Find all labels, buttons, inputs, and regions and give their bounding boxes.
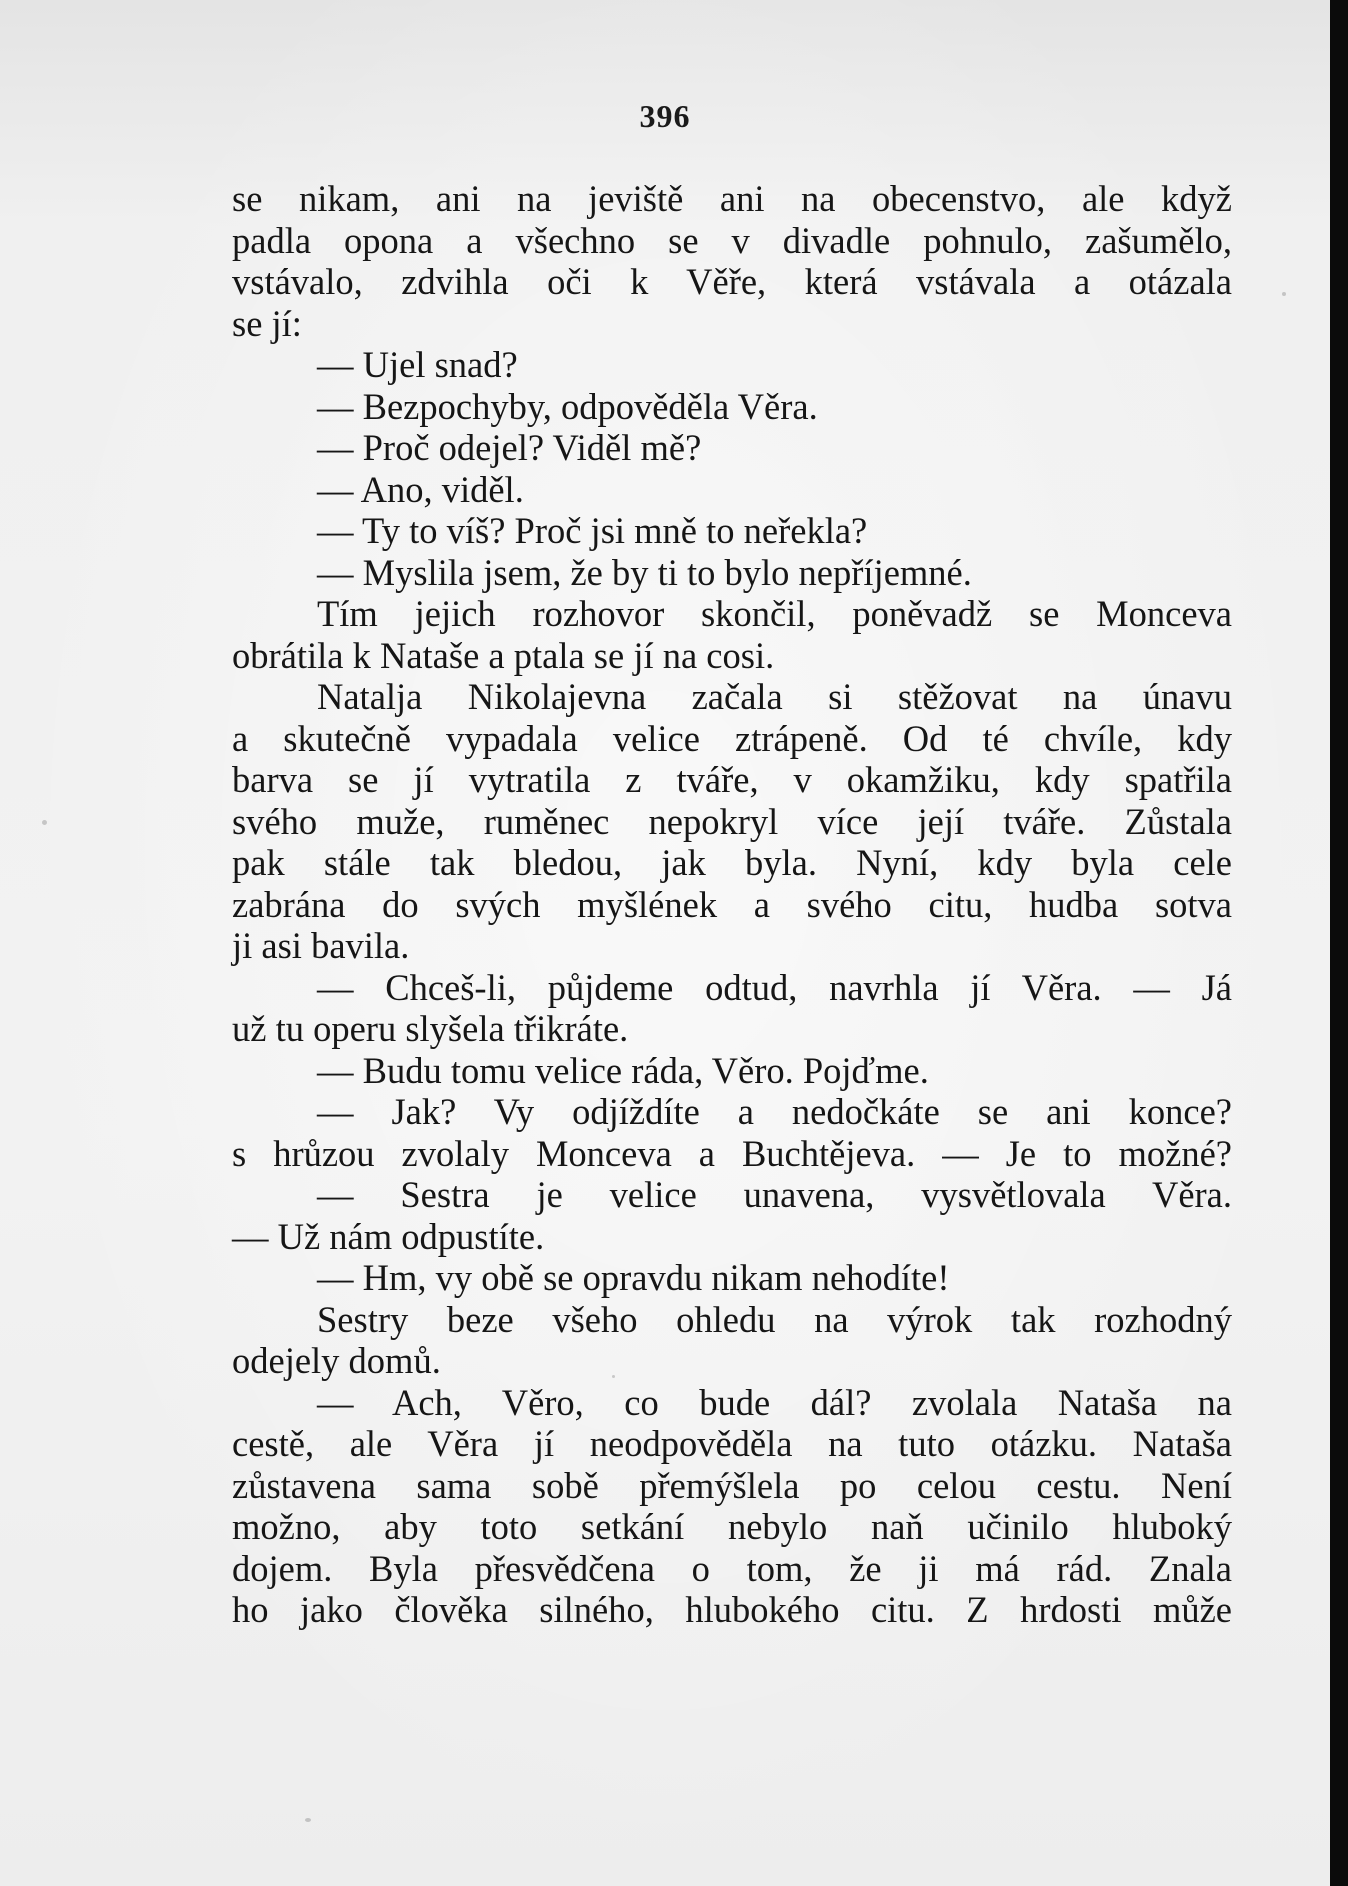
speck bbox=[612, 1375, 615, 1378]
text-line: — Už nám odpustíte. bbox=[232, 1215, 545, 1257]
text-line: — Proč odejel? Viděl mě? bbox=[317, 427, 702, 468]
body-text bbox=[232, 178, 1232, 1631]
text-line: vstávalo, zdvihla oči k Věře, která vstávala a otázala bbox=[232, 261, 1232, 302]
text-line: dojem. Byla přesvědčena o tom, že ji má rád. Znala bbox=[232, 1547, 1232, 1589]
text-line: — Bezpochyby, odpověděla Věra. bbox=[317, 385, 818, 427]
text-line: ho jako člověka silného, hlubokého citu. Z hrdosti může bbox=[232, 1589, 1232, 1630]
text-line: zabrána do svých myšlének a svého citu, hudba sotva bbox=[232, 883, 1232, 925]
text-line: — Chceš-li, půjdeme odtud, navrhla jí Věra. — Já bbox=[317, 966, 1232, 1008]
text-line: — Sestra je velice unavena, vysvětlovala Věra. bbox=[317, 1174, 1232, 1215]
speck bbox=[1282, 292, 1286, 296]
text-line: zůstavena sama sobě přemýšlela po celou cestu. Není bbox=[232, 1464, 1232, 1506]
text-line: barva se jí vytratila z tváře, v okamžiku, kdy spatřila bbox=[232, 759, 1232, 800]
text-line: svého muže, ruměnec nepokryl více její tváře. Zůstala bbox=[232, 800, 1232, 842]
text-line: možno, aby toto setkání nebylo naň učinilo hluboký bbox=[232, 1506, 1232, 1547]
page-number: 396 bbox=[639, 98, 691, 134]
text-line: cestě, ale Věra jí neodpověděla na tuto otázku. Nataša bbox=[232, 1423, 1232, 1464]
text-line: — Ach, Věro, co bude dál? zvolala Nataša na bbox=[317, 1381, 1232, 1423]
text-line: s hrůzou zvolaly Monceva a Buchtějeva. — Je to možné? bbox=[232, 1132, 1232, 1174]
text-line: se jí: bbox=[232, 302, 302, 344]
text-line: — Ty to víš? Proč jsi mně to neřekla? bbox=[317, 510, 868, 551]
text-line: — Myslila jsem, že by ti to bylo nepříjemné. bbox=[317, 551, 972, 593]
text-line: obrátila k Nataše a ptala se jí na cosi. bbox=[232, 634, 775, 676]
text-line: Sestry beze všeho ohledu na výrok tak rozhodný bbox=[317, 1298, 1232, 1340]
text-line: — Hm, vy obě se opravdu nikam nehodíte! bbox=[317, 1257, 950, 1298]
text-line: — Jak? Vy odjíždíte a nedočkáte se ani konce? bbox=[317, 1091, 1232, 1132]
text-line: a skutečně vypadala velice ztrápeně. Od té chvíle, kdy bbox=[232, 717, 1232, 759]
text-line: — Ano, viděl. bbox=[317, 468, 524, 510]
speck bbox=[42, 820, 47, 825]
text-line: Tím jejich rozhovor skončil, poněvadž se Monceva bbox=[317, 593, 1232, 634]
text-line: — Budu tomu velice ráda, Věro. Pojďme. bbox=[317, 1049, 929, 1091]
text-line: Natalja Nikolajevna začala si stěžovat na únavu bbox=[317, 676, 1232, 717]
speck bbox=[305, 1818, 311, 1822]
scan-border bbox=[1330, 0, 1348, 1886]
text-line: ji asi bavila. bbox=[232, 925, 410, 966]
text-line: odejely domů. bbox=[232, 1340, 441, 1381]
text-line: se nikam, ani na jeviště ani na obecenstvo, ale když bbox=[232, 178, 1232, 219]
text-line: už tu operu slyšela třikráte. bbox=[232, 1008, 629, 1049]
text-line: padla opona a všechno se v divadle pohnulo, zašumělo, bbox=[232, 219, 1232, 261]
text-line: pak stále tak bledou, jak byla. Nyní, kdy byla cele bbox=[232, 842, 1232, 883]
text-line: — Ujel snad? bbox=[317, 344, 518, 385]
